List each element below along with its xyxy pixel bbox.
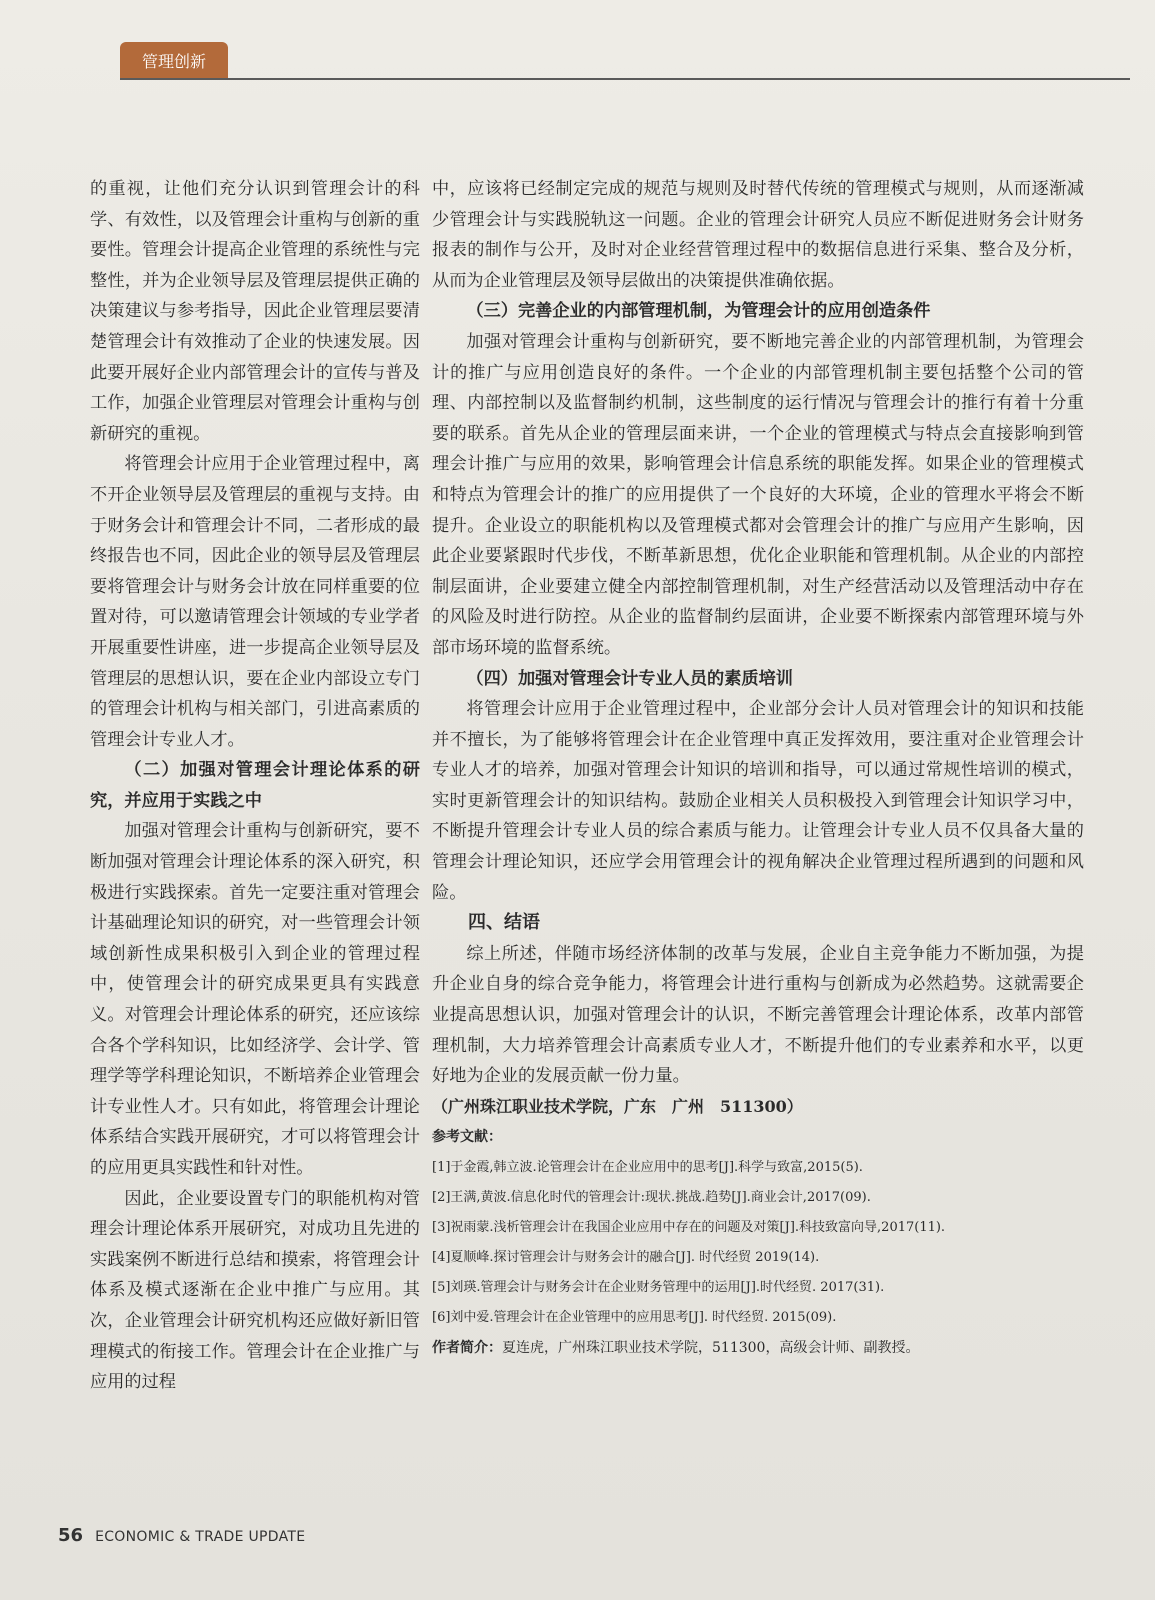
author-label: 作者简介：: [432, 1340, 502, 1356]
paragraph: 加强对管理会计重构与创新研究，要不断地完善企业的内部管理机制，为管理会计的推广与应用创造良好的条件。一个企业的内部管理机制主要包括整个公司的管理、内部控制以及监督制约机制，这些制度的运行情况与管理会计的推行有着十分重要的联系。首先从企业的管理层面来讲，一个企业的管理模式与特点会直接影响到管理会计推广与应用的效果，影响管理会计信息系统的职能发挥。如果企业的管理模式和特点为管理会计的推广的应用提供了一个良好的大环境，企业的管理水平将会不断提升。企业设立的职能机构以及管理模式都对会管理会计的推广与应用产生影响，因此企业要紧跟时代步伐，不断革新思想，优化企业职能和管理机制。从企业的内部控制层面讲，企业要建立健全内部控制管理机制，对生产经营活动以及管理活动中存在的风险及时进行防控。从企业的监督制约层面讲，企业要不断探索内部管理环境与外部市场环境的监督系统。: [432, 331, 1084, 658]
reference-item: [5]刘瑛.管理会计与财务会计在企业财务管理中的运用[J].时代经贸. 2017(31).: [432, 1280, 885, 1295]
left-column: [90, 174, 420, 1398]
affiliation: （广州珠江职业技术学院，广东 广州 511300）: [432, 1096, 803, 1116]
paragraph: 综上所述，伴随市场经济体制的改革与发展，企业自主竞争能力不断加强，为提升企业自身的综合竞争能力，将管理会计进行重构与创新成为必然趋势。这就需要企业提高思想认识，加强对管理会计的认识，不断完善管理会计理论体系，改革内部管理机制，大力培养管理会计高素质专业人才，不断提升他们的专业素养和水平，以更好地为企业的发展贡献一份力量。: [432, 943, 1084, 1087]
section-tab: 管理创新: [120, 42, 228, 78]
author-text: 夏连虎，广州珠江职业技术学院，511300，高级会计师、副教授。: [502, 1340, 920, 1356]
author-bio: [432, 1333, 1084, 1364]
references-list: [432, 1153, 1084, 1333]
section-heading: 四、结语: [468, 912, 540, 934]
paragraph: 将管理会计应用于企业管理过程中，离不开企业领导层及管理层的重视与支持。由于财务会计和管理会计不同，二者形成的最终报告也不同，因此企业的领导层及管理层要将管理会计与财务会计放在同样重要的位置对待，可以邀请管理会计领域的专业学者开展重要性讲座，进一步提高企业领导层及管理层的思想认识，要在企业内部设立专门的管理会计机构与相关部门，引进高素质的管理会计专业人才。: [90, 454, 420, 750]
right-column: [432, 174, 1084, 1364]
reference-item: [6]刘中爱.管理会计在企业管理中的应用思考[J]. 时代经贸. 2015(09).: [432, 1310, 837, 1325]
reference-item: [1]于金霞,韩立波.论管理会计在企业应用中的思考[J].科学与致富,2015(5).: [432, 1160, 863, 1175]
page-number: 56: [58, 1525, 84, 1546]
paragraph: 的重视，让他们充分认识到管理会计的科学、有效性，以及管理会计重构与创新的重要性。管理会计提高企业管理的系统性与完整性，并为企业领导层及管理层提供正确的决策建议与参考指导，因此企业管理层要清楚管理会计有效推动了企业的快速发展。因此要开展好企业内部管理会计的宣传与普及工作，加强企业管理层对管理会计重构与创新研究的重视。: [90, 179, 420, 444]
reference-item: [3]祝雨蒙.浅析管理会计在我国企业应用中存在的问题及对策[J].科技致富向导,2017(11).: [432, 1220, 946, 1235]
right-column-body: [432, 174, 1084, 1092]
magazine-name: ECONOMIC & TRADE UPDATE: [95, 1529, 306, 1545]
paragraph: 因此，企业要设置专门的职能机构对管理会计理论体系开展研究，对成功且先进的实践案例不断进行总结和摸索，将管理会计体系及模式逐渐在企业中推广与应用。其次，企业管理会计研究机构还应做好新旧管理模式的衔接工作。管理会计在企业推广与应用的过程: [90, 1188, 420, 1393]
paragraph: 将管理会计应用于企业管理过程中，企业部分会计人员对管理会计的知识和技能并不擅长，为了能够将管理会计在企业管理中真正发挥效用，要注重对企业管理会计专业人才的培养，加强对管理会计知识的培训和指导，可以通过常规性培训的模式，实时更新管理会计的知识结构。鼓励企业相关人员积极投入到管理会计知识学习中，不断提升管理会计专业人员的综合素质与能力。让管理会计专业人员不仅具备大量的管理会计理论知识，还应学会用管理会计的视角解决企业管理过程所遇到的问题和风险。: [432, 699, 1084, 903]
paragraph: 加强对管理会计重构与创新研究，要不断加强对管理会计理论体系的深入研究，积极进行实践探索。首先一定要注重对管理会计基础理论知识的研究，对一些管理会计领域创新性成果积极引入到企业的管理过程中，使管理会计的研究成果更具有实践意义。对管理会计理论体系的研究，还应该综合各个学科知识，比如经济学、会计学、管理学等学科理论知识，不断培养企业管理会计专业性人才。只有如此，将管理会计理论体系结合实践开展研究，才可以将管理会计的应用更具实践性和针对性。: [90, 821, 420, 1178]
references-title: 参考文献：: [432, 1129, 502, 1146]
section-subheading: （四）加强对管理会计专业人员的素质培训: [466, 668, 793, 689]
paragraph: 中，应该将已经制定完成的规范与规则及时替代传统的管理模式与规则，从而逐渐减少管理会计与实践脱轨这一问题。企业的管理会计研究人员应不断促进财务会计财务报表的制作与公开，及时对企业经营管理过程中的数据信息进行采集、整合及分析，从而为企业管理层及领导层做出的决策提供准确依据。: [432, 179, 1084, 291]
section-subheading: （三）完善企业的内部管理机制，为管理会计的应用创造条件: [466, 301, 931, 322]
section-subheading: （二）加强对管理会计理论体系的研究，并应用于实践之中: [90, 760, 420, 811]
reference-item: [4]夏顺峰.探讨管理会计与财务会计的融合[J]. 时代经贸 2019(14).: [432, 1250, 820, 1265]
reference-item: [2]王满,黄波.信息化时代的管理会计:现状.挑战.趋势[J].商业会计,2017(09).: [432, 1190, 871, 1205]
header-rule: [120, 78, 1130, 80]
page-footer: [58, 1525, 305, 1546]
